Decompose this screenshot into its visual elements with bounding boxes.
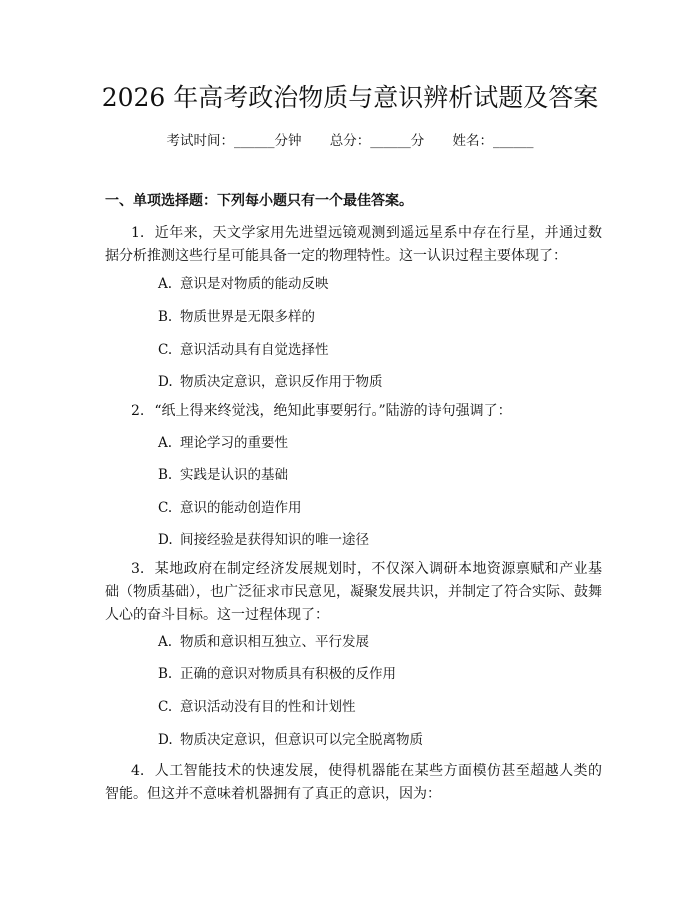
section-heading: 一、单项选择题：下列每小题只有一个最佳答案。 [105,193,413,209]
option-text: 物质和意识相互独立、平行发展 [180,634,369,650]
exam-time-field: 考试时间：______分钟 [166,133,302,149]
question-3-option-c [158,697,356,717]
question-3-option-d [158,730,423,750]
question-number: 1. [131,225,145,241]
option-letter: B. [158,467,173,483]
option-letter: D. [158,374,173,390]
option-letter: B. [158,666,173,682]
option-text: 物质决定意识，但意识可以完全脱离物质 [180,732,423,748]
option-letter: A. [158,435,173,451]
question-text: 某地政府在制定经济发展规划时，不仅深入调研本地资源禀赋和产业基础（物质基础），也广泛征求市民意见，凝聚发展共识，并制定了符合实际、鼓舞人心的奋斗目标。这一过程体现了： [105,561,602,623]
student-name-field: 姓名：______ [452,133,534,149]
option-letter: A. [158,634,173,650]
option-text: 意识是对物质的能动反映 [180,276,329,292]
option-text: 意识的能动创造作用 [180,500,302,516]
option-letter: D. [158,732,173,748]
option-letter: C. [158,342,173,358]
question-1-option-c [158,340,329,360]
total-score-field: 总分：______分 [329,133,425,149]
option-text: 理论学习的重要性 [180,435,288,451]
question-text: 近年来，天文学家用先进望远镜观测到遥远星系中存在行星，并通过数据分析推测这些行星可能具备一定的物理特性。这一认识过程主要体现了： [105,225,602,264]
page-title: 2026 年高考政治物质与意识辨析试题及答案 [101,83,599,112]
option-letter: B. [158,309,173,325]
question-2-option-a [158,433,288,453]
option-text: 间接经验是获得知识的唯一途径 [180,532,369,548]
option-text: 物质世界是无限多样的 [180,309,315,325]
question-3-stem [105,558,602,627]
question-1-option-a [158,274,329,294]
question-text: “纸上得来终觉浅，绝知此事要躬行。”陆游的诗句强调了： [154,403,512,419]
option-text: 实践是认识的基础 [180,467,288,483]
question-2-option-b [158,465,288,485]
option-letter: C. [158,500,173,516]
question-number: 4. [131,763,145,779]
question-2-stem [105,400,602,423]
option-letter: A. [158,276,173,292]
option-letter: D. [158,532,173,548]
question-text: 人工智能技术的快速发展，使得机器能在某些方面模仿甚至超越人类的智能。但这并不意味着机器拥有了真正的意识，因为： [105,763,602,802]
question-1-option-d [158,372,383,392]
question-3-option-a [158,632,369,652]
question-2-option-c [158,498,302,518]
option-text: 意识活动没有目的性和计划性 [180,699,356,715]
question-1-option-b [158,307,315,327]
option-text: 正确的意识对物质具有积极的反作用 [180,666,396,682]
option-text: 物质决定意识，意识反作用于物质 [180,374,383,390]
option-letter: C. [158,699,173,715]
exam-info-line [0,131,700,151]
question-3-option-b [158,664,396,684]
question-1-stem [105,222,602,268]
question-number: 3. [131,561,145,577]
question-2-option-d [158,530,369,550]
question-number: 2. [131,403,145,419]
question-4-stem [105,760,602,806]
option-text: 意识活动具有自觉选择性 [180,342,329,358]
